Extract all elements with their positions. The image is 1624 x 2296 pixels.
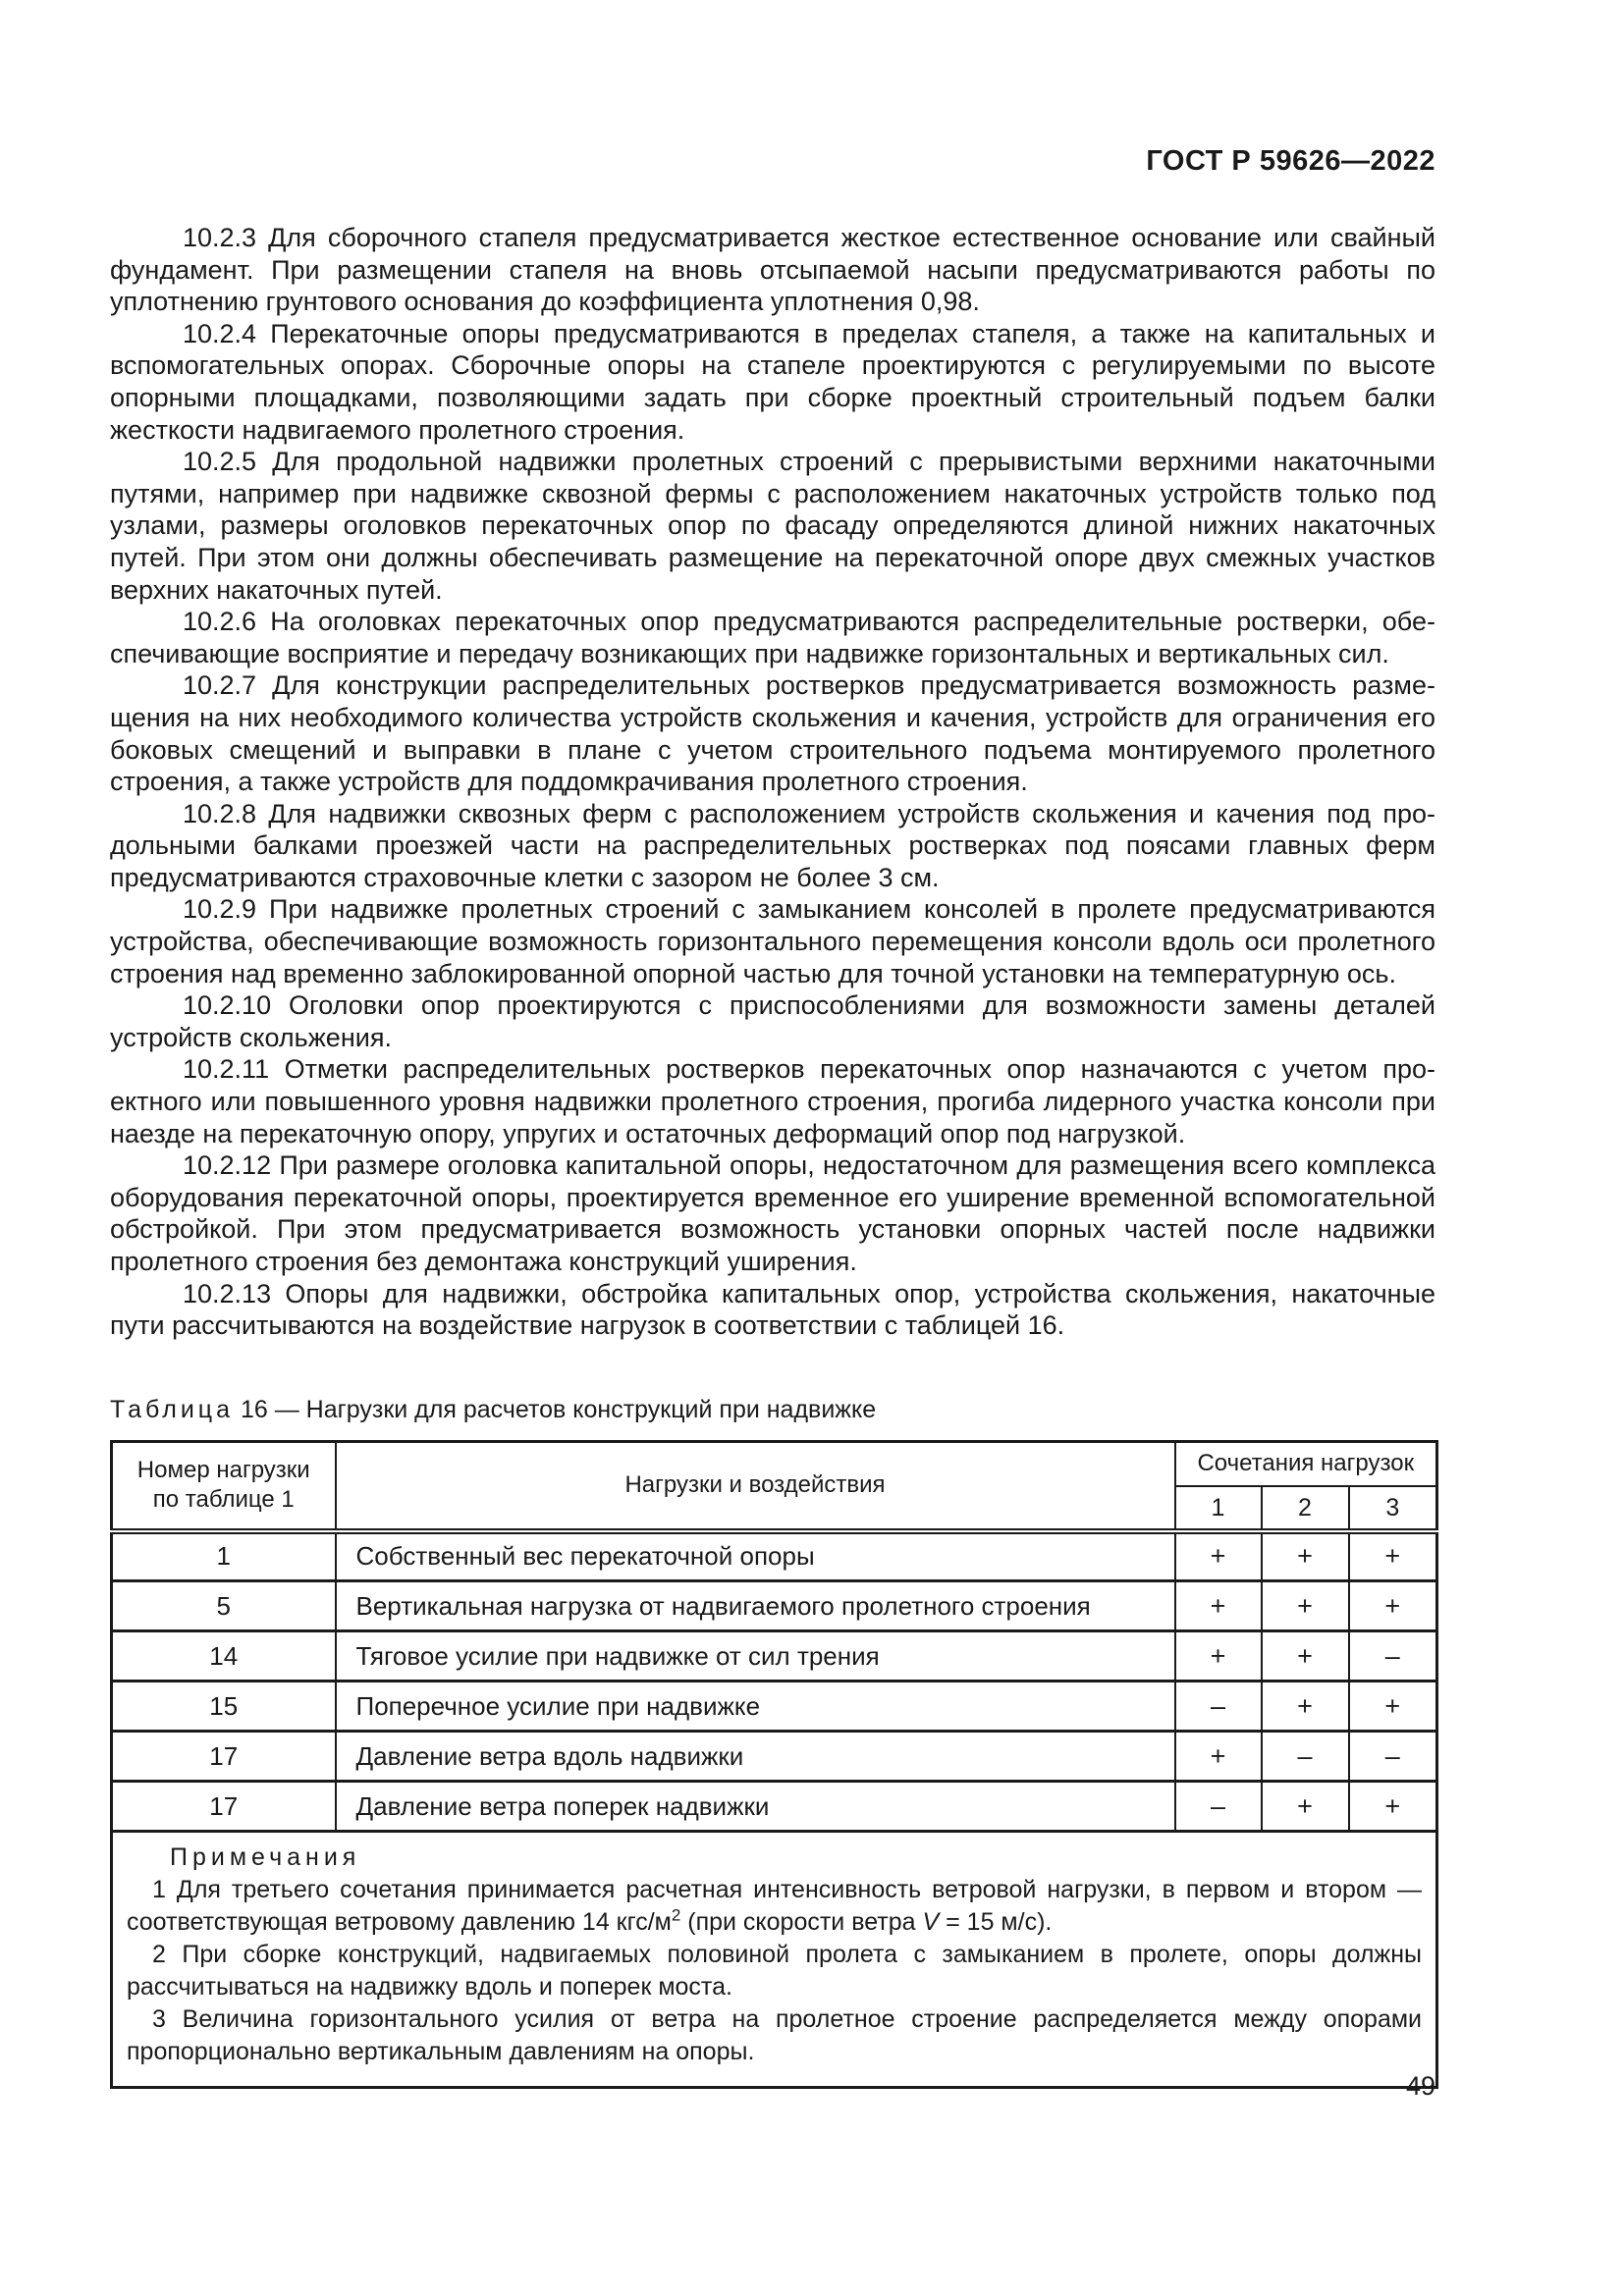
load-name-cell: Тяговое усилие при надвижке от сил трения <box>336 1631 1175 1682</box>
note-1-superscript: 2 <box>671 1905 681 1925</box>
body-text-block <box>110 222 1435 1342</box>
combination-2-cell: – <box>1262 1732 1349 1782</box>
table-row <box>112 1682 1437 1732</box>
table-caption <box>110 1395 1435 1424</box>
table-row <box>112 1581 1437 1631</box>
combination-1-cell: + <box>1175 1531 1262 1581</box>
table-header-row-1 <box>112 1442 1437 1486</box>
note-1-text: (при скорости ветра <box>680 1908 923 1936</box>
clause-10-2-6: 10.2.6 На оголовках перекаточных опор предусматриваются распределительные ростверки, обеспечивающие восприятие и передачу возникающих при надвижке горизонтальных и вертикальных сил. <box>110 607 1435 668</box>
note-1 <box>127 1874 1422 1939</box>
header-combination-2: 2 <box>1262 1486 1349 1531</box>
note-1-text: 1 Для третьего сочетания принимается расчетная интенсивность ветровой нагрузки, в первом и втором — соответствующая ветровому давлению 14 кгс/м <box>127 1876 1423 1936</box>
combination-2-cell: + <box>1262 1631 1349 1682</box>
table-row <box>112 1631 1437 1682</box>
combination-3-cell: + <box>1349 1782 1437 1832</box>
clause-10-2-9: 10.2.9 При надвижке пролетных строений с замыканием консолей в пролете предусматриваются устройства, обеспечивающие возможность горизонтального перемещения консоли вдоль оси пролетного строения над временно заблокированной опорной частью для точной установки на температурную ось. <box>110 894 1435 988</box>
note-2: 2 При сборке конструкций, надвигаемых половиной пролета с замыканием в пролете, опоры должны рассчитываться на надвижку вдоль и поперек моста. <box>127 1941 1423 2001</box>
table-row <box>112 1782 1437 1832</box>
load-number-cell: 5 <box>112 1581 336 1631</box>
header-combination-3: 3 <box>1349 1486 1437 1531</box>
table-row <box>112 1531 1437 1581</box>
note-1-variable-v: V <box>922 1908 940 1936</box>
load-number-cell: 15 <box>112 1682 336 1732</box>
combination-3-cell: – <box>1349 1631 1437 1682</box>
page-number: 49 <box>1405 2071 1435 2101</box>
clause-10-2-11: 10.2.11 Отметки распределительных ростверков перекаточных опор назначаются с учетом проектного или повышенного уровня надвижки пролетного строения, прогиба лидерного участка консоли при наезде на перекаточную опору, упругих и остаточных деформаций опор под нагрузкой. <box>110 1054 1435 1148</box>
combination-1-cell: + <box>1175 1732 1262 1782</box>
combination-2-cell: + <box>1262 1682 1349 1732</box>
combination-2-cell: + <box>1262 1782 1349 1832</box>
clause-10-2-7: 10.2.7 Для конструкции распределительных ростверков предусматривается возможность размещения на них необходимого количества устройств скольжения и качения, устройств для ограничения его боковых смещений и выправки в плане с учетом строительного подъема монтируемого пролетного строения, а также устройств для поддомкрачивания пролетного строения. <box>110 670 1435 797</box>
clause-10-2-3: 10.2.3 Для сборочного стапеля предусматривается жесткое естественное основание или свайный фундамент. При размещении стапеля на вновь отсыпаемой насыпи предусматриваются работы по уплотнению грунтового основания до коэффициента уплотнения 0,98. <box>110 223 1435 317</box>
load-name-cell: Вертикальная нагрузка от надвигаемого пролетного строения <box>336 1581 1175 1631</box>
load-number-cell: 1 <box>112 1531 336 1581</box>
load-name-cell: Давление ветра вдоль надвижки <box>336 1732 1175 1782</box>
combination-1-cell: + <box>1175 1581 1262 1631</box>
note-3: 3 Величина горизонтального усилия от ветра на пролетное строение распределяется между опорами пропорционально вертикальным давлениям на опоры. <box>127 2005 1423 2065</box>
table-row <box>112 1732 1437 1782</box>
load-name-cell: Давление ветра поперек надвижки <box>336 1782 1175 1832</box>
combination-1-cell: – <box>1175 1682 1262 1732</box>
table-caption-word: Таблица <box>110 1396 235 1423</box>
load-number-cell: 14 <box>112 1631 336 1682</box>
clause-10-2-13: 10.2.13 Опоры для надвижки, обстройка капитальных опор, устройства скольжения, накаточные пути рассчитываются на воздействие нагрузок в соответствии с таблицей 16. <box>110 1278 1435 1341</box>
load-number-cell: 17 <box>112 1732 336 1782</box>
header-load-number: Номер нагрузки по таблице 1 <box>112 1442 336 1531</box>
combination-1-cell: – <box>1175 1782 1262 1832</box>
combination-3-cell: + <box>1349 1531 1437 1581</box>
header-combination-1: 1 <box>1175 1486 1262 1531</box>
combination-3-cell: + <box>1349 1581 1437 1631</box>
clause-10-2-12: 10.2.12 При размере оголовка капитальной опоры, недостаточном для размещения всего комплекса оборудования перекаточной опоры, проектируется временное его уширение временной вспомогательной обстройкой. При этом предусматривается возможность установки опорных частей после надвижки пролетного строения без демонтажа конструкций уширения. <box>110 1150 1435 1276</box>
table-caption-text: 16 — Нагрузки для расчетов конструкций при надвижке <box>234 1396 877 1423</box>
combination-2-cell: + <box>1262 1581 1349 1631</box>
clause-10-2-10: 10.2.10 Оголовки опор проектируются с приспособлениями для возможности замены деталей устройств скольжения. <box>110 990 1435 1052</box>
document-number-header: ГОСТ Р 59626—2022 <box>1146 145 1435 177</box>
header-load-combinations: Сочетания нагрузок <box>1175 1442 1437 1486</box>
load-number-cell: 17 <box>112 1782 336 1832</box>
combination-1-cell: + <box>1175 1631 1262 1682</box>
combination-3-cell: + <box>1349 1682 1437 1732</box>
table-notes-row <box>112 1832 1437 2088</box>
notes-title: Примечания <box>170 1843 361 1871</box>
header-loads-and-effects: Нагрузки и воздействия <box>336 1442 1175 1531</box>
clause-10-2-4: 10.2.4 Перекаточные опоры предусматриваются в пределах стапеля, а также на капитальных и вспомогательных опорах. Сборочные опоры на стапеле проектируются с регулируемыми по высоте опорными площадками, позволяющими задать при сборке проектный строительный подъем балки жесткости надвигаемого пролетного строения. <box>110 318 1435 445</box>
combination-3-cell: – <box>1349 1732 1437 1782</box>
note-1-text: = 15 м/с). <box>939 1908 1053 1936</box>
clause-10-2-5: 10.2.5 Для продольной надвижки пролетных строений с прерывистыми верхними накаточными путями, например при надвижке сквозной фермы с расположением накаточных устройств только под узлами, размеры оголовков перекаточных опор по фасаду определяются длиной нижних накаточных путей. При этом они должны обеспечивать размещение на перекаточной опоре двух смежных участков верхних накаточных путей. <box>110 447 1435 605</box>
load-name-cell: Собственный вес перекаточной опоры <box>336 1531 1175 1581</box>
table-notes-cell <box>112 1832 1437 2088</box>
load-name-cell: Поперечное усилие при надвижке <box>336 1682 1175 1732</box>
loads-table <box>110 1440 1438 2089</box>
clause-10-2-8: 10.2.8 Для надвижки сквозных ферм с расположением устройств скольжения и качения под продольными балками проезжей части на распределительных ростверках под поясами главных ферм предусматриваются страховочные клетки с зазором не более 3 см. <box>110 798 1435 892</box>
combination-2-cell: + <box>1262 1531 1349 1581</box>
table-16-block <box>110 1395 1435 2089</box>
